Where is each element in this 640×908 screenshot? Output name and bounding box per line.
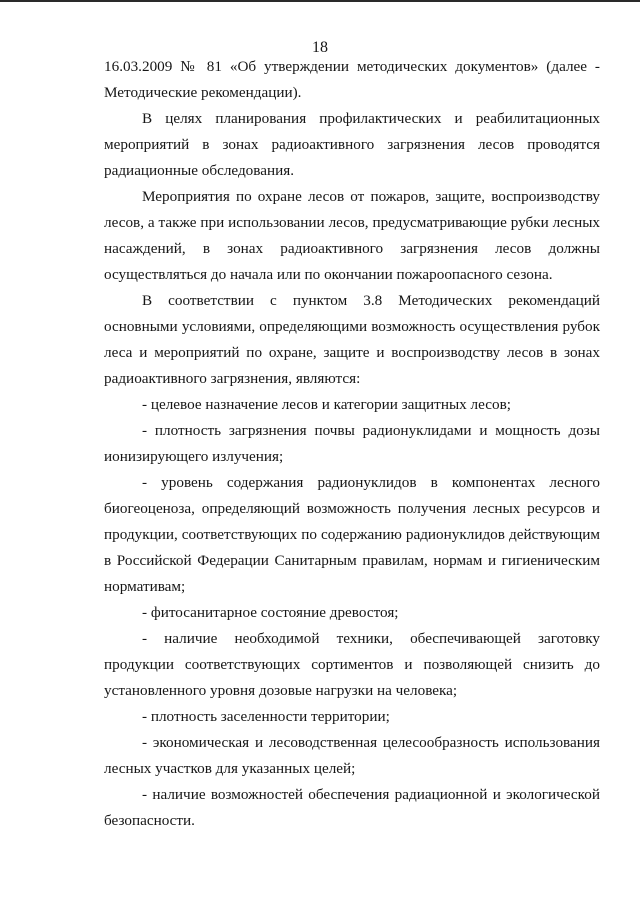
list-item: - плотность заселенности территории; <box>142 708 390 725</box>
paragraph-continuation: 16.03.2009 № 81 «Об утверждении методических документов» (далее - Методические рекомендации). <box>104 58 600 101</box>
list-item: - наличие необходимой техники, обеспечивающей заготовку продукции соответствующих сортиментов и позволяющей снизить до установленного уровня дозовые нагрузки на человека; <box>104 630 600 699</box>
conditions-list <box>104 392 600 834</box>
list-item: - уровень содержания радионуклидов в компонентах лесного биогеоценоза, определяющий возможность получения лесных ресурсов и продукции, соответствующих по содержанию радионуклидов действующим в Российской Федерации Санитарным правилам, нормам и гигиеническим нормативам; <box>104 474 600 595</box>
page-number: 18 <box>312 39 328 56</box>
list-item: - плотность загрязнения почвы радионуклидами и мощность дозы ионизирующего излучения; <box>104 422 600 465</box>
paragraph-conditions-intro: В соответствии с пунктом 3.8 Методических рекомендаций основными условиями, определяющими возможность осуществления рубок леса и мероприятий по охране, защите и воспроизводству лесов в зонах радиоактивного загрязнения, являются: <box>104 292 600 387</box>
list-item: - наличие возможностей обеспечения радиационной и экологической безопасности. <box>104 786 600 829</box>
list-item: - фитосанитарное состояние древостоя; <box>142 604 399 621</box>
scan-top-edge <box>0 0 640 2</box>
paragraph-radiation-surveys: В целях планирования профилактических и реабилитационных мероприятий в зонах радиоактивного загрязнения лесов проводятся радиационные обследования. <box>104 110 600 179</box>
paragraph-fire-season: Мероприятия по охране лесов от пожаров, защите, воспроизводству лесов, а также при использовании лесов, предусматривающие рубки лесных насаждений, в зонах радиоактивного загрязнения лесов должны осуществляться до начала или по окончании пожароопасного сезона. <box>104 188 600 283</box>
list-item: - целевое назначение лесов и категории защитных лесов; <box>142 396 511 413</box>
document-body <box>104 54 600 834</box>
list-item: - экономическая и лесоводственная целесообразность использования лесных участков для указанных целей; <box>104 734 600 777</box>
